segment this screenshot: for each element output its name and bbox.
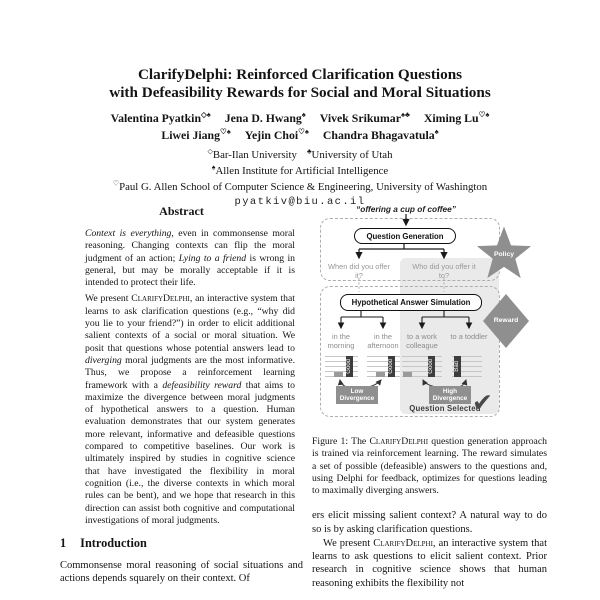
author-vivek-srikumar [320,111,410,125]
intro-paragraph: Commonsense moral reasoning of social situations and actions depends squarely on their context. Of [60,560,303,585]
question-who-did-you-offer-it-to: Who did you offer it to? [412,262,476,280]
author-marks: ◇♠ [201,110,211,119]
author-name: Vivek Srikumar [319,110,401,125]
answer-in-the-morning: in the morning [327,332,355,350]
affiliation-line-1 [0,146,600,162]
author-name: Valentina Pyatkin [110,110,202,125]
answer-to-a-toddler: to a toddler [450,332,488,341]
question-when-did-you-offer-it: When did you offer it? [328,262,390,280]
author-marks: ♡♠ [220,127,231,137]
minor-bar [376,372,385,377]
email-link[interactable]: pyatkiv@biu.ac.il [234,196,366,209]
paper-header [0,66,600,208]
body-paragraph-continued: ers elicit missing salient context? A natural way to do so is by asking clarification questions. [312,510,547,535]
affiliation-mark: ♠ [211,163,216,172]
judgment-bar-label: Good [346,359,352,374]
affiliation-text: University of Utah [311,149,393,162]
paper-title [0,66,600,101]
author-liwei-jiang [161,128,230,142]
question-generation-box: Question Generation [354,228,456,244]
answer-in-the-afternoon: in the afternoon [367,332,399,350]
question-selected-label: Question Selected [409,404,481,413]
author-marks: ♠ [301,110,306,119]
author-name: Yejin Choi [244,128,299,143]
author-line-2 [0,125,600,142]
affiliation-ai2 [212,165,388,177]
affiliation-line-3 [0,177,600,193]
abstract-paragraph-2: We present ClarifyDelphi, an interactive system that learns to ask clarification questions (e.g., “why did you lie to your friend?”) in order to elicit additional salient contexts of a social or moral situation. We posit that questions whose potential answers lead to diverging moral judgments are the most informative. Thus, we propose a reinforcement learning framework with a defeasibility reward that aims to maximize the divergence between moral judgments of hypothetical answers to a question. Human evaluation demonstrates that our system generates more relevant, informative and defeasible questions compared to competitive baselines. Our work is ultimately inspired by studies in cognitive science that have investigated the flexibility in moral cognition (i.e., the diverse contexts in which moral rules can be bent), and we hope that research in this direction can assist both cognitive and computational investigations of moral judgments. [85,293,295,526]
judgment-chart-toddler [452,356,482,377]
figure-caption: Figure 1: The ClarifyDelphi question generation approach is trained via reinforcement learning. The reward simulates a set of possible (defeasible) answers to the questions and, using Delphi for feedback, optimizes for questions leading to maximally diverging answers. [312,436,547,497]
left-column [60,196,303,600]
affiliation-text: Bar-Ilan University [212,149,297,162]
judgment-bar [388,356,395,377]
affiliation-uw [113,181,487,193]
affiliation-mark: ◇ [207,147,213,156]
judgment-bar [346,356,353,377]
check-icon: ✔ [472,388,493,417]
high-divergence-box: High Divergence [429,386,471,404]
affiliation-text: Allen Institute for Artificial Intelligence [215,165,389,178]
affiliation-mark: ♣ [306,147,312,156]
abstract-heading: Abstract [159,204,204,218]
minor-bar [403,372,412,377]
section-number: 1 [60,536,67,551]
affiliation-line-2 [0,162,600,178]
section-title: Introduction [80,536,147,551]
judgment-bar [428,356,435,377]
affiliation-bar-ilan [208,149,297,161]
judgment-bar-label: Bad [454,361,460,372]
judgment-bar-label: Good [388,359,394,374]
right-column [312,196,547,600]
author-yejin-choi [245,128,309,142]
situation-text: “offering a cup of coffee” [356,204,456,214]
author-line-1 [0,108,600,125]
author-ximing-lu [424,111,489,125]
author-name: Chandra Bhagavatula [322,128,435,143]
affiliation-text: Paul G. Allen School of Computer Science & Engineering, University of Washington [119,181,488,194]
body-paragraph-we-present: We present ClarifyDelphi, an interactive system that learns to ask questions to elicit salient context. Prior research in cognitive science shows that human reasoning exhibits the flexibility not [312,537,547,589]
author-name: Liwei Jiang [161,128,221,143]
author-chandra-bhagavatula [323,128,439,142]
author-name: Ximing Lu [423,110,479,125]
author-valentina-pyatkin [111,111,211,125]
affiliation-utah [307,149,393,161]
answer-to-a-work-colleague: to a work colleague [406,332,438,350]
judgment-chart-afternoon [367,356,400,377]
judgment-bar-label: Good [428,359,434,374]
judgment-chart-colleague [402,356,442,377]
low-divergence-box: Low Divergence [336,386,378,404]
judgment-chart-morning [325,356,358,377]
author-marks: ♡♠ [478,110,490,119]
author-marks: ♠ [434,127,439,137]
section-heading-introduction [60,536,303,551]
figure-1 [312,202,547,424]
hypothetical-answer-simulation-box: Hypothetical Answer Simulation [340,294,482,311]
reward-label: Reward [493,317,519,324]
abstract-paragraph-1: Context is everything, even in commonsense moral reasoning. Changing contexts can flip the moral judgment of an action; Lying to a friend is wrong in general, but may be morally acceptable if it is intended to protect their life. [85,228,296,289]
judgment-bar [454,356,461,377]
policy-label: Policy [493,251,515,258]
minor-bar [334,372,343,377]
affiliation-mark: ♡ [112,179,120,188]
author-marks: ♠♣ [400,110,410,119]
title-line-1: ClarifyDelphi: Reinforced Clarification Questions [137,66,463,83]
title-line-2: with Defeasibility Rewards for Social and Moral Situations [109,83,491,101]
author-marks: ♡♠ [298,127,309,137]
author-jena-hwang [225,111,306,125]
author-name: Jena D. Hwang [224,110,302,125]
